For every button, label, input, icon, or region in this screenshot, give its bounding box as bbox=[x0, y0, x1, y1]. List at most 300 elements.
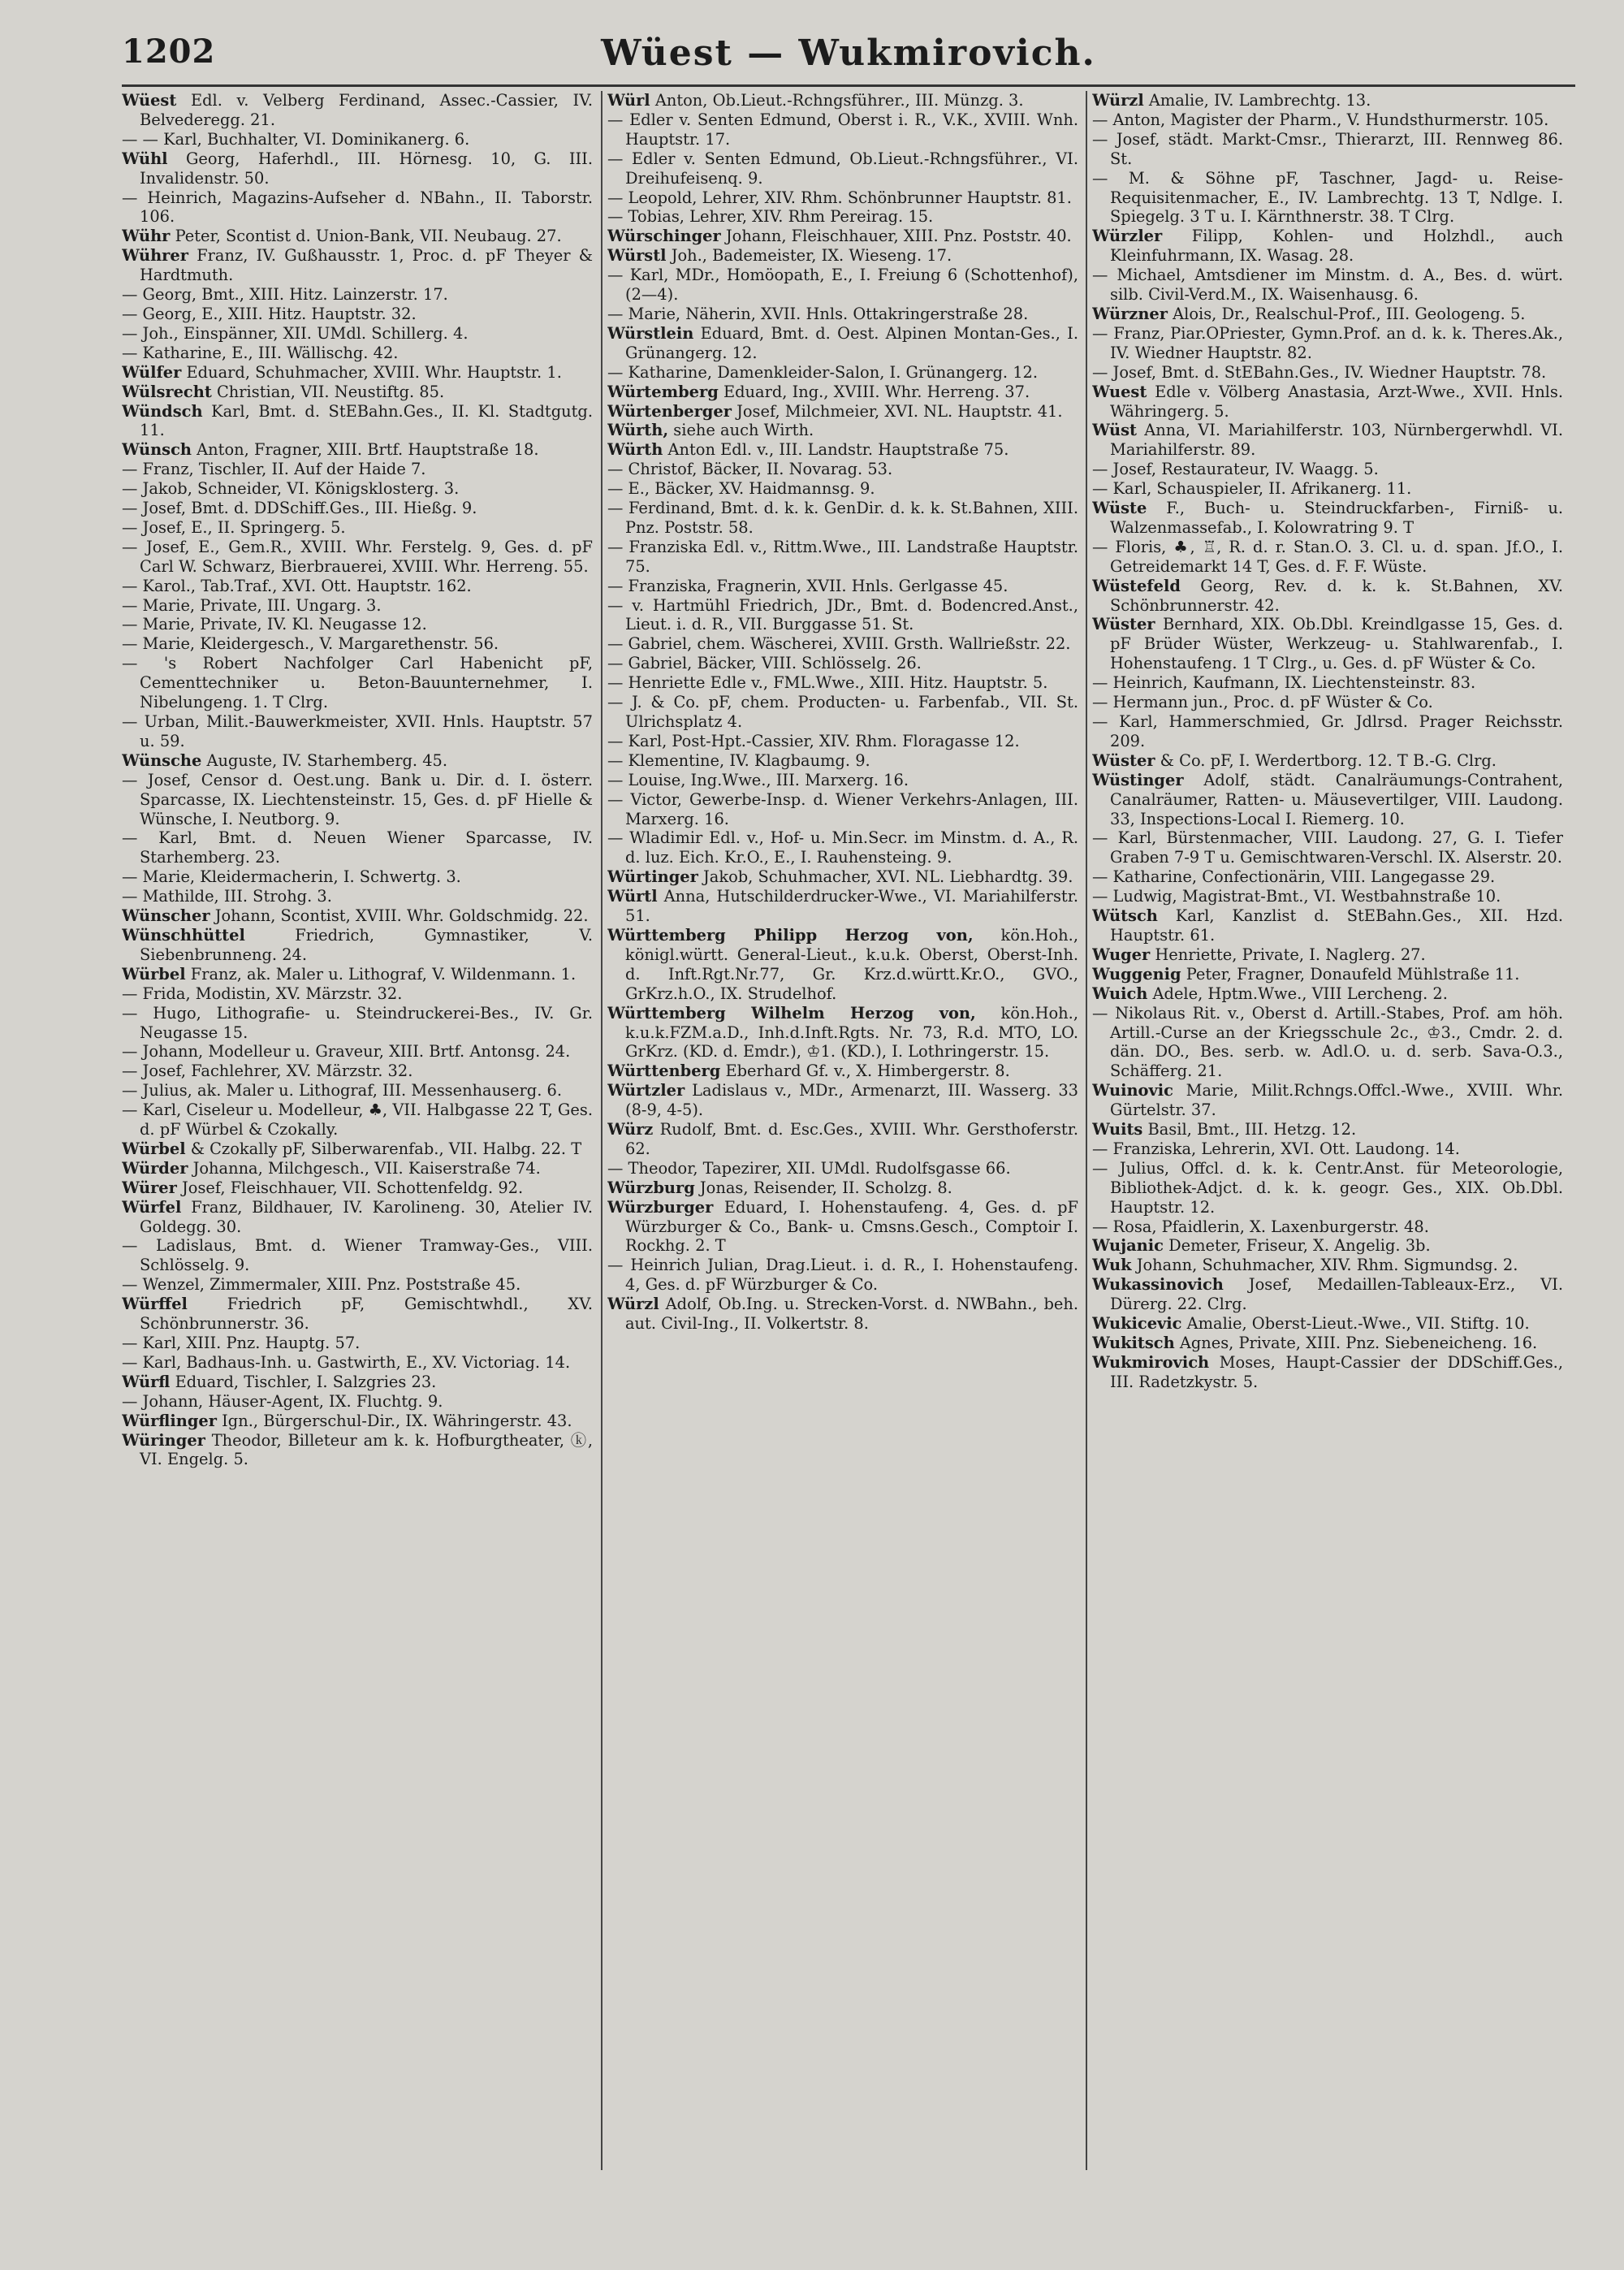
directory-entry bbox=[607, 207, 1078, 227]
entry-details: Moses, Haupt-Cassier der DDSchiff.Ges., III. Radetzkystr. 5. bbox=[1110, 1352, 1563, 1391]
entry-surname: Wüstinger bbox=[1092, 770, 1184, 789]
entry-surname: Württenberg bbox=[607, 1061, 721, 1081]
directory-entry bbox=[1092, 305, 1563, 324]
entry-surname: Würzl bbox=[1092, 91, 1144, 110]
entry-surname: Wündsch bbox=[122, 401, 203, 421]
directory-entry bbox=[122, 596, 593, 616]
entry-details: — Josef, Restaurateur, IV. Waagg. 5. bbox=[1092, 460, 1379, 479]
entry-details: Amalie, IV. Lambrechtg. 13. bbox=[1143, 91, 1371, 110]
entry-details: — Victor, Gewerbe-Insp. d. Wiener Verkehrs-Anlagen, III. Marxerg. 16. bbox=[607, 789, 1078, 828]
directory-entry bbox=[607, 110, 1078, 149]
entry-details: Anna, Hutschilderdrucker-Wwe., VI. Mariahilferstr. 51. bbox=[625, 887, 1078, 926]
entry-details: Eduard, I. Hohenstaufeng. 4, Ges. d. pF Würzburger & Co., Bank- u. Cmsns.Gesch., Comptoir I. Rockhg. 2. T bbox=[625, 1197, 1078, 1256]
entry-surname: Wukassinovich bbox=[1092, 1275, 1224, 1295]
directory-entry bbox=[607, 1159, 1078, 1178]
entry-details: — Mathilde, III. Strohg. 3. bbox=[122, 887, 332, 906]
entry-details: — Marie, Private, III. Ungarg. 3. bbox=[122, 595, 382, 615]
entry-details: — Leopold, Lehrer, XIV. Rhm. Schönbrunner Hauptstr. 81. bbox=[607, 188, 1072, 207]
directory-entry bbox=[607, 751, 1078, 771]
directory-entry bbox=[122, 188, 593, 227]
directory-entry bbox=[607, 1178, 1078, 1198]
entry-details: Friedrich pF, Gemischtwhdl., XV. Schönbrunnerstr. 36. bbox=[140, 1295, 593, 1334]
entry-details: Johanna, Milchgesch., VII. Kaiserstraße 74. bbox=[188, 1158, 541, 1178]
entry-details: — v. Hartmühl Friedrich, JDr., Bmt. d. Bodencred.Anst., Lieut. i. d. R., VII. Burggasse 51. St. bbox=[607, 595, 1078, 634]
entry-details: — Karl, Hammerschmied, Gr. Jdlrsd. Prager Reichsstr. 209. bbox=[1092, 712, 1563, 750]
directory-entry bbox=[122, 149, 593, 188]
entry-details: Georg, Haferhdl., III. Hörnesg. 10, G. III. Invalidenstr. 50. bbox=[140, 149, 593, 188]
entry-details: Christian, VII. Neustiftg. 85. bbox=[211, 382, 445, 401]
directory-entry bbox=[1092, 693, 1563, 712]
entry-details: — Ladislaus, Bmt. d. Wiener Tramway-Ges., VIII. Schlösselg. 9. bbox=[122, 1236, 593, 1275]
entry-details: — Franziska, Lehrerin, XVI. Ott. Laudong. 14. bbox=[1092, 1139, 1460, 1158]
entry-surname: Wütsch bbox=[1092, 906, 1158, 926]
entry-details: kön.Hoh., k.u.k.FZM.a.D., Inh.d.Inft.Rgts. Nr. 73, R.d. MTO, LO. GrKrz. (KD. d. Emdr.), ♔1. (KD.), I. Lothringerstr. 15. bbox=[625, 1003, 1078, 1061]
directory-entry bbox=[1092, 169, 1563, 227]
entry-surname: Wuits bbox=[1092, 1120, 1143, 1139]
directory-entry bbox=[122, 305, 593, 324]
entry-details: Eduard, Bmt. d. Oest. Alpinen Montan-Ges., I. Grünangerg. 12. bbox=[625, 323, 1078, 362]
entry-details: — Josef, E., II. Springerg. 5. bbox=[122, 517, 346, 537]
entry-details: — Karl, Bmt. d. Neuen Wiener Sparcasse, IV. Starhemberg. 23. bbox=[122, 828, 593, 867]
directory-entry bbox=[607, 887, 1078, 926]
entry-details: Bernhard, XIX. Ob.Dbl. Kreindlgasse 15, Ges. d. pF Brüder Wüster, Werkzeug- u. Stahlwarenfab., I. Hohenstaufeng. 1 T Clrg., u. Ges. d. pF Wüster & Co. bbox=[1110, 615, 1563, 673]
entry-details: — Marie, Kleidermacherin, I. Schwertg. 3. bbox=[122, 867, 461, 887]
entry-details: Theodor, Billeteur am k. k. Hofburgtheater, ⓚ, VI. Engelg. 5. bbox=[140, 1430, 593, 1469]
directory-entry bbox=[607, 1004, 1078, 1062]
directory-entry bbox=[122, 1178, 593, 1198]
entry-details: — Heinrich, Kaufmann, IX. Liechtensteinstr. 83. bbox=[1092, 673, 1476, 693]
directory-entry bbox=[607, 1081, 1078, 1120]
column-3 bbox=[1092, 91, 1563, 2235]
directory-entry bbox=[122, 828, 593, 867]
directory-entry bbox=[1092, 499, 1563, 538]
entry-details: Edl. v. Velberg Ferdinand, Assec.-Cassier, IV. Belvederegg. 21. bbox=[140, 91, 593, 129]
entry-details: — Julius, Offcl. d. k. k. Centr.Anst. für Meteorologie, Bibliothek-Adjct. d. k. k. geogr. Ges., XIX. Ob.Dbl. Hauptstr. 12. bbox=[1092, 1158, 1563, 1217]
entry-details: Adele, Hptm.Wwe., VIII Lercheng. 2. bbox=[1147, 984, 1448, 1003]
entry-details: Friedrich, Gymnastiker, V. Siebenbrunneng. 24. bbox=[140, 925, 593, 964]
directory-entry bbox=[122, 1412, 593, 1431]
directory-entry bbox=[1092, 479, 1563, 499]
entry-surname: Wuger bbox=[1092, 945, 1151, 964]
directory-entry bbox=[607, 654, 1078, 673]
directory-entry bbox=[122, 1275, 593, 1295]
entry-surname: Würer bbox=[122, 1178, 177, 1197]
entry-details: — Ludwig, Magistrat-Bmt., VI. Westbahnstraße 10. bbox=[1092, 887, 1501, 906]
directory-entry bbox=[1092, 867, 1563, 887]
entry-details: & Co. pF, I. Werdertborg. 12. T B.-G. Clrg. bbox=[1155, 750, 1497, 770]
directory-entry bbox=[1092, 1139, 1563, 1159]
entry-details: — Anton, Magister der Pharm., V. Hundsthurmerstr. 105. bbox=[1092, 110, 1549, 129]
entry-details: — Josef, E., Gem.R., XVIII. Whr. Ferstelg. 9, Ges. d. pF Carl W. Schwarz, Bierbrauerei, XVIII. Whr. Herreng. 55. bbox=[122, 537, 593, 576]
entry-details: — Henriette Edle v., FML.Wwe., XIII. Hitz. Hauptstr. 5. bbox=[607, 673, 1048, 693]
directory-entry bbox=[122, 634, 593, 654]
directory-entry bbox=[607, 91, 1078, 110]
entry-details: Henriette, Private, I. Naglerg. 27. bbox=[1150, 945, 1426, 964]
entry-surname: Württemberg Philipp Herzog von, bbox=[607, 925, 974, 945]
directory-entry bbox=[607, 363, 1078, 383]
entry-details: Ign., Bürgerschul-Dir., IX. Währingerstr. 43. bbox=[216, 1411, 572, 1430]
running-title: Wüest — Wukmirovich. bbox=[601, 32, 1096, 74]
directory-entry bbox=[1092, 266, 1563, 305]
directory-entry bbox=[607, 790, 1078, 829]
directory-entry bbox=[122, 751, 593, 771]
entry-details: Jonas, Reisender, II. Scholzg. 8. bbox=[694, 1178, 952, 1197]
entry-details: — Wladimir Edl. v., Hof- u. Min.Secr. im Minstm. d. A., R. d. luz. Eich. Kr.O., E., I. Rauhensteing. 9. bbox=[607, 828, 1078, 867]
entry-details: — J. & Co. pF, chem. Producten- u. Farbenfab., VII. St. Ulrichsplatz 4. bbox=[607, 693, 1078, 731]
directory-entry bbox=[607, 1120, 1078, 1159]
directory-entry bbox=[122, 285, 593, 305]
entry-details: Adolf, Ob.Ing. u. Strecken-Vorst. d. NWBahn., beh. aut. Civil-Ing., II. Volkertstr. 8. bbox=[625, 1295, 1078, 1334]
entry-surname: Würschinger bbox=[607, 227, 721, 246]
entry-surname: Würtenberger bbox=[607, 401, 732, 421]
entry-surname: Wukmirovich bbox=[1092, 1352, 1210, 1372]
entry-details: Agnes, Private, XIII. Pnz. Siebeneicheng. 16. bbox=[1174, 1334, 1538, 1352]
directory-entry bbox=[122, 1004, 593, 1043]
entry-details: — Katharine, Damenkleider-Salon, I. Grünangerg. 12. bbox=[607, 362, 1039, 382]
entry-details: Basil, Bmt., III. Hetzg. 12. bbox=[1142, 1120, 1357, 1139]
directory-entry bbox=[1092, 91, 1563, 110]
directory-entry bbox=[1092, 615, 1563, 673]
entry-surname: Wüst bbox=[1092, 421, 1137, 440]
entry-details: — Frida, Modistin, XV. Märzstr. 32. bbox=[122, 984, 403, 1003]
directory-entry bbox=[1092, 1275, 1563, 1314]
entry-details: siehe auch Wirth. bbox=[668, 421, 814, 440]
directory-entry bbox=[1092, 751, 1563, 771]
entry-details: — Heinrich, Magazins-Aufseher d. NBahn., II. Taborstr. 106. bbox=[122, 188, 593, 227]
entry-surname: Wünscher bbox=[122, 906, 210, 926]
entry-details: Eberhard Gf. v., X. Himbergerstr. 8. bbox=[720, 1061, 1010, 1081]
entry-surname: Würstl bbox=[607, 246, 667, 266]
entry-details: Jakob, Schuhmacher, XVI. NL. Liebhardtg. 39. bbox=[698, 867, 1073, 887]
entry-details: — Ferdinand, Bmt. d. k. k. GenDir. d. k. k. St.Bahnen, XIII. Pnz. Poststr. 58. bbox=[607, 499, 1078, 537]
directory-entry bbox=[122, 1100, 593, 1139]
directory-entry bbox=[607, 771, 1078, 790]
entry-details: — Katharine, Confectionärin, VIII. Langegasse 29. bbox=[1092, 867, 1496, 887]
directory-entry bbox=[607, 460, 1078, 479]
entry-details: — Michael, Amtsdiener im Minstm. d. A., Bes. d. würt. silb. Civil-Verd.M., IX. Waisenhausg. 6. bbox=[1092, 266, 1563, 305]
entry-surname: Würzl bbox=[607, 1295, 659, 1314]
entry-details: — Josef, Bmt. d. DDSchiff.Ges., III. Hießg. 9. bbox=[122, 499, 477, 518]
entry-surname: Wüste bbox=[1092, 499, 1147, 518]
entry-surname: Wülsrecht bbox=[122, 382, 212, 401]
entry-surname: Würbel bbox=[122, 1139, 186, 1158]
entry-details: — Floris, ♣, ♖, R. d. r. Stan.O. 3. Cl. u. d. span. Jf.O., I. Getreidemarkt 14 T, Ges. d. F. F. Wüste. bbox=[1092, 537, 1563, 576]
column-1 bbox=[122, 91, 593, 2235]
directory-entry bbox=[607, 577, 1078, 596]
entry-details: — Josef, städt. Markt-Cmsr., Thierarzt, III. Rennweg 86. St. bbox=[1092, 129, 1563, 168]
directory-entry bbox=[122, 1353, 593, 1373]
column-2 bbox=[607, 91, 1078, 2235]
entry-details: — Edler v. Senten Edmund, Oberst i. R., V.K., XVIII. Wnh. Hauptstr. 17. bbox=[607, 110, 1078, 149]
directory-entry bbox=[122, 440, 593, 460]
directory-entry bbox=[607, 673, 1078, 693]
directory-entry bbox=[607, 634, 1078, 654]
directory-entry bbox=[122, 771, 593, 829]
entry-details: — Franziska, Fragnerin, XVII. Hnls. Gerlgasse 45. bbox=[607, 576, 1009, 595]
entry-details: Karl, Bmt. d. StEBahn.Ges., II. Kl. Stadtgutg. 11. bbox=[140, 401, 593, 440]
directory-entry bbox=[607, 732, 1078, 751]
directory-entry bbox=[122, 1042, 593, 1061]
directory-entry bbox=[607, 1061, 1078, 1081]
entry-details: — Tobias, Lehrer, XIV. Rhm Pereirag. 15. bbox=[607, 207, 934, 227]
directory-entry bbox=[1092, 1217, 1563, 1237]
entry-details: — Julius, ak. Maler u. Lithograf, III. Messenhauserg. 6. bbox=[122, 1081, 563, 1100]
entry-surname: Wuk bbox=[1092, 1256, 1132, 1275]
directory-entry bbox=[122, 906, 593, 926]
directory-entry bbox=[607, 324, 1078, 363]
entry-surname: Württemberg Wilhelm Herzog von, bbox=[607, 1003, 976, 1023]
directory-entry bbox=[607, 538, 1078, 577]
entry-surname: Wünsche bbox=[122, 750, 202, 770]
directory-entry bbox=[122, 538, 593, 577]
header-rule bbox=[122, 84, 1575, 87]
entry-surname: Würtinger bbox=[607, 867, 698, 887]
directory-entry bbox=[122, 383, 593, 402]
entry-surname: Würfl bbox=[122, 1372, 171, 1391]
directory-entry bbox=[607, 828, 1078, 867]
directory-entry bbox=[122, 1081, 593, 1100]
directory-entry bbox=[1092, 828, 1563, 867]
entry-details: — Josef, Fachlehrer, XV. Märzstr. 32. bbox=[122, 1061, 413, 1081]
entry-details: — Marie, Private, IV. Kl. Neugasse 12. bbox=[122, 615, 427, 634]
entry-details: Peter, Fragner, Donaufeld Mühlstraße 11. bbox=[1181, 964, 1520, 984]
entry-details: Franz, ak. Maler u. Lithograf, V. Wildenmann. 1. bbox=[185, 964, 577, 984]
directory-entry bbox=[607, 499, 1078, 538]
entry-details: kön.Hoh., königl.württ. General-Lieut., k.u.k. Oberst, Oberst-Inh. d. Inft.Rgt.Nr.77, Gr. Krz.d.württ.Kr.O., GVO., GrKrz.h.O., IX. Strudelhof. bbox=[625, 925, 1078, 1003]
entry-details: — Karl, Bürstenmacher, VIII. Laudong. 27, G. I. Tiefer Graben 7-9 T u. Gemischtwaren-Verschl. IX. Alserstr. 20. bbox=[1092, 828, 1563, 867]
entry-details: — Marie, Kleidergesch., V. Margarethenstr. 56. bbox=[122, 634, 499, 654]
entry-details: — Klementine, IV. Klagbaumg. 9. bbox=[607, 750, 870, 770]
entry-surname: Würl bbox=[607, 91, 650, 110]
entry-details: — Rosa, Pfaidlerin, X. Laxenburgerstr. 48. bbox=[1092, 1217, 1429, 1236]
entry-details: Eduard, Ing., XVIII. Whr. Herreng. 37. bbox=[718, 382, 1030, 401]
directory-entry bbox=[607, 383, 1078, 402]
directory-entry bbox=[122, 324, 593, 344]
entry-details: — Karl, MDr., Homöopath, E., I. Freiung 6 (Schottenhof), (2—4). bbox=[607, 266, 1078, 305]
directory-entry bbox=[607, 227, 1078, 246]
directory-entry bbox=[607, 1198, 1078, 1256]
entry-details: Rudolf, Bmt. d. Esc.Ges., XVIII. Whr. Gersthoferstr. 62. bbox=[625, 1120, 1078, 1158]
entry-details: Karl, Kanzlist d. StEBahn.Ges., XII. Hzd. Hauptstr. 61. bbox=[1110, 906, 1563, 945]
entry-details: — Urban, Milit.-Bauwerkmeister, XVII. Hnls. Hauptstr. 57 u. 59. bbox=[122, 712, 593, 750]
directory-entry bbox=[122, 518, 593, 538]
entry-surname: Würfel bbox=[122, 1197, 182, 1217]
directory-entry bbox=[1092, 383, 1563, 422]
entry-surname: Wülfer bbox=[122, 362, 182, 382]
directory-entry bbox=[122, 712, 593, 751]
entry-details: Edle v. Völberg Anastasia, Arzt-Wwe., XVII. Hnls. Währingerg. 5. bbox=[1110, 382, 1563, 421]
entry-details: Eduard, Tischler, I. Salzgries 23. bbox=[170, 1372, 437, 1391]
entry-details: — Karl, Schauspieler, II. Afrikanerg. 11. bbox=[1092, 479, 1412, 499]
directory-entry bbox=[1092, 363, 1563, 383]
entry-surname: Würth, bbox=[607, 421, 669, 440]
entry-details: Eduard, Schuhmacher, XVIII. Whr. Hauptstr. 1. bbox=[181, 362, 562, 382]
entry-details: Franz, IV. Gußhausstr. 1, Proc. d. pF Theyer & Hardtmuth. bbox=[140, 246, 593, 285]
entry-details: Georg, Rev. d. k. k. St.Bahnen, XV. Schönbrunnerstr. 42. bbox=[1110, 576, 1563, 615]
entry-surname: Würtl bbox=[607, 887, 658, 906]
entry-details: — Karl, XIII. Pnz. Hauptg. 57. bbox=[122, 1334, 361, 1352]
directory-entry bbox=[1092, 460, 1563, 479]
directory-entry bbox=[1092, 887, 1563, 906]
entry-surname: Wüstefeld bbox=[1092, 576, 1181, 595]
entry-surname: Wuggenig bbox=[1092, 964, 1181, 984]
entry-details: — Nikolaus Rit. v., Oberst d. Artill.-Stabes, Prof. am höh. Artill.-Curse an der Kriegsschule 2c., ♔3., Cmdr. 2. d. dän. DO., Bes. serb. w. Adl.O. u. d. serb. Sava-O.3., Schäfferg. 21. bbox=[1092, 1003, 1563, 1081]
directory-entry bbox=[607, 867, 1078, 887]
directory-entry bbox=[1092, 673, 1563, 693]
directory-entry bbox=[122, 1373, 593, 1392]
directory-entry bbox=[1092, 1314, 1563, 1334]
entry-details: — Georg, Bmt., XIII. Hitz. Lainzerstr. 17. bbox=[122, 285, 448, 305]
entry-details: — Karl, Ciseleur u. Modelleur, ♣, VII. Halbgasse 22 T, Ges. d. pF Würbel & Czokally. bbox=[122, 1100, 593, 1139]
directory-entry bbox=[1092, 1120, 1563, 1139]
entry-details: Johann, Fleischhauer, XIII. Pnz. Poststr. 40. bbox=[720, 227, 1072, 246]
directory-entry bbox=[122, 615, 593, 634]
entry-details: — Franz, Piar.OPriester, Gymn.Prof. an d. k. k. Theres.Ak., IV. Wiedner Hauptstr. 82. bbox=[1092, 323, 1563, 362]
entry-surname: Würtemberg bbox=[607, 382, 719, 401]
directory-entry bbox=[1092, 712, 1563, 751]
entry-details: — 's Robert Nachfolger Carl Habenicht pF, Cementtechniker u. Beton-Bauunternehmer, I. Nibelungeng. 1. T Clrg. bbox=[122, 654, 593, 712]
entry-details: — E., Bäcker, XV. Haidmannsg. 9. bbox=[607, 479, 875, 499]
entry-details: Ladislaus v., MDr., Armenarzt, III. Wasserg. 33 (8-9, 4-5). bbox=[625, 1081, 1078, 1120]
directory-entry bbox=[122, 499, 593, 518]
entry-details: Amalie, Oberst-Lieut.-Wwe., VII. Stiftg. 10. bbox=[1181, 1314, 1530, 1334]
directory-entry bbox=[607, 149, 1078, 188]
directory-entry bbox=[607, 305, 1078, 324]
entry-details: Josef, Medaillen-Tableaux-Erz., VI. Dürerg. 22. Clrg. bbox=[1110, 1275, 1563, 1314]
directory-entry bbox=[122, 1334, 593, 1353]
directory-entry bbox=[1092, 1159, 1563, 1217]
entry-surname: Wühr bbox=[122, 227, 171, 246]
page-number: 1202 bbox=[122, 32, 216, 71]
entry-details: — Josef, Bmt. d. StEBahn.Ges., IV. Wiedner Hauptstr. 78. bbox=[1092, 362, 1547, 382]
entry-surname: Wukicevic bbox=[1092, 1314, 1182, 1334]
directory-entry bbox=[607, 1256, 1078, 1295]
directory-entry bbox=[122, 91, 593, 130]
entry-surname: Wukitsch bbox=[1092, 1334, 1175, 1352]
entry-details: — Hermann jun., Proc. d. pF Wüster & Co. bbox=[1092, 693, 1433, 712]
entry-details: Joh., Bademeister, IX. Wieseng. 17. bbox=[666, 246, 952, 266]
entry-details: Demeter, Friseur, X. Angelig. 3b. bbox=[1163, 1236, 1431, 1256]
entry-details: — Hugo, Lithografie- u. Steindruckerei-Bes., IV. Gr. Neugasse 15. bbox=[122, 1003, 593, 1042]
entry-surname: Wührer bbox=[122, 246, 188, 266]
directory-entry bbox=[607, 479, 1078, 499]
directory-entry bbox=[1092, 1004, 1563, 1082]
entry-details: — Karl, Badhaus-Inh. u. Gastwirth, E., XV. Victoriag. 14. bbox=[122, 1352, 571, 1372]
column-divider bbox=[601, 91, 603, 2170]
entry-details: — Marie, Näherin, XVII. Hnls. Ottakringerstraße 28. bbox=[607, 304, 1029, 323]
directory-entry bbox=[122, 1392, 593, 1412]
entry-details: Anton, Fragner, XIII. Brtf. Hauptstraße 18. bbox=[192, 440, 539, 460]
entry-details: Josef, Fleischhauer, VII. Schottenfeldg. 92. bbox=[176, 1178, 524, 1197]
entry-surname: Wüest bbox=[122, 91, 177, 110]
directory-entry bbox=[122, 363, 593, 383]
directory-entry bbox=[122, 577, 593, 596]
entry-details: — Gabriel, chem. Wäscherei, XVIII. Grsth. Wallrießstr. 22. bbox=[607, 634, 1071, 654]
directory-entry bbox=[122, 926, 593, 965]
directory-entry bbox=[122, 965, 593, 984]
entry-details: Johann, Scontist, XVIII. Whr. Goldschmidg. 22. bbox=[209, 906, 589, 926]
entry-surname: Wuinovic bbox=[1092, 1081, 1173, 1100]
directory-entry bbox=[122, 867, 593, 887]
entry-details: — Karl, Post-Hpt.-Cassier, XIV. Rhm. Floragasse 12. bbox=[607, 731, 1020, 750]
column-divider bbox=[1086, 91, 1087, 2170]
directory-entry bbox=[1092, 984, 1563, 1004]
directory-entry bbox=[607, 421, 1078, 440]
directory-entry bbox=[122, 1061, 593, 1081]
entry-details: — Edler v. Senten Edmund, Ob.Lieut.-Rchngsführer., VI. Dreihufeisenq. 9. bbox=[607, 149, 1078, 188]
directory-entry bbox=[122, 984, 593, 1004]
entry-details: — Josef, Censor d. Oest.ung. Bank u. Dir. d. I. österr. Sparcasse, IX. Liechtensteinstr. 15, Ges. d. pF Hielle & Wünsche, I. Neutborg. 9. bbox=[122, 770, 593, 828]
directory-entry bbox=[1092, 906, 1563, 945]
entry-surname: Würstlein bbox=[607, 323, 694, 343]
entry-details: — Heinrich Julian, Drag.Lieut. i. d. R., I. Hohenstaufeng. 4, Ges. d. pF Würzburger & Co. bbox=[607, 1256, 1078, 1295]
entry-details: — Wenzel, Zimmermaler, XIII. Pnz. Poststraße 45. bbox=[122, 1275, 521, 1295]
directory-entry bbox=[607, 1295, 1078, 1334]
directory-entry bbox=[1092, 1081, 1563, 1120]
entry-details: — M. & Söhne pF, Taschner, Jagd- u. Reise-Requisitenmacher, E., IV. Lambrechtg. 13 T, Ndlge. I. Spiegelg. 3 T u. I. Kärnthnerstr. 38. T Clrg. bbox=[1092, 168, 1563, 227]
entry-surname: Würzler bbox=[1092, 227, 1163, 246]
directory-entry bbox=[122, 130, 593, 149]
directory-entry bbox=[122, 1236, 593, 1275]
entry-details: — Johann, Modelleur u. Graveur, XIII. Brtf. Antonsg. 24. bbox=[122, 1042, 571, 1061]
entry-surname: Wünsch bbox=[122, 440, 192, 460]
entry-details: — Franziska Edl. v., Rittm.Wwe., III. Landstraße Hauptstr. 75. bbox=[607, 537, 1078, 576]
entry-details: — Johann, Häuser-Agent, IX. Fluchtg. 9. bbox=[122, 1391, 443, 1411]
entry-surname: Wuich bbox=[1092, 984, 1148, 1003]
directory-entry bbox=[122, 1139, 593, 1159]
entry-surname: Würzner bbox=[1092, 304, 1168, 323]
directory-entry bbox=[1092, 1334, 1563, 1353]
entry-details: — Louise, Ing.Wwe., III. Marxerg. 16. bbox=[607, 770, 909, 789]
entry-details: Anna, VI. Mariahilferstr. 103, Nürnbergerwhdl. VI. Mariahilferstr. 89. bbox=[1110, 421, 1563, 460]
entry-surname: Würbel bbox=[122, 964, 186, 984]
directory-entry bbox=[607, 440, 1078, 460]
entry-details: Anton, Ob.Lieut.-Rchngsführer., III. Münzg. 3. bbox=[650, 91, 1024, 110]
directory-entry bbox=[122, 1198, 593, 1237]
directory-entry bbox=[122, 654, 593, 712]
entry-surname: Wünschhüttel bbox=[122, 925, 245, 945]
directory-entry bbox=[1092, 110, 1563, 130]
entry-surname: Wuest bbox=[1092, 382, 1147, 401]
entry-details: Anton Edl. v., III. Landstr. Hauptstraße 75. bbox=[663, 440, 1009, 460]
entry-surname: Würder bbox=[122, 1158, 188, 1178]
directory-entry bbox=[607, 246, 1078, 266]
entry-details: Peter, Scontist d. Union-Bank, VII. Neubaug. 27. bbox=[170, 227, 562, 246]
entry-details: — Gabriel, Bäcker, VIII. Schlösselg. 26. bbox=[607, 654, 922, 673]
directory-entry bbox=[1092, 771, 1563, 829]
directory-entry bbox=[122, 479, 593, 499]
entry-details: — — Karl, Buchhalter, VI. Dominikanerg. 6. bbox=[122, 129, 470, 149]
directory-entry bbox=[1092, 324, 1563, 363]
directory-entry bbox=[122, 344, 593, 363]
entry-details: Alois, Dr., Realschul-Prof., III. Geologeng. 5. bbox=[1167, 304, 1526, 323]
entry-surname: Würtzler bbox=[607, 1081, 685, 1100]
directory-entry bbox=[122, 460, 593, 479]
entry-details: — Karol., Tab.Traf., XVI. Ott. Hauptstr. 162. bbox=[122, 576, 472, 595]
entry-details: — Franz, Tischler, II. Auf der Haide 7. bbox=[122, 460, 426, 479]
entry-surname: Würinger bbox=[122, 1430, 205, 1450]
entry-details: Marie, Milit.Rchngs.Offcl.-Wwe., XVIII. Whr. Gürtelstr. 37. bbox=[1110, 1081, 1563, 1120]
directory-entry bbox=[122, 246, 593, 285]
entry-details: Adolf, städt. Canalräumungs-Contrahent, Canalräumer, Ratten- u. Mäusevertilger, VIII. Laudong. 33, Inspections-Local I. Riemerg. 10. bbox=[1110, 770, 1563, 828]
directory-entry bbox=[1092, 227, 1563, 266]
page-header bbox=[122, 32, 1575, 81]
directory-entry bbox=[607, 596, 1078, 635]
directory-entry bbox=[1092, 1236, 1563, 1256]
entry-details: Josef, Milchmeier, XVI. NL. Hauptstr. 41. bbox=[731, 401, 1063, 421]
entry-details: Filipp, Kohlen- und Holzhdl., auch Kleinfuhrmann, IX. Wasag. 28. bbox=[1110, 227, 1563, 266]
entry-details: — Jakob, Schneider, VI. Königsklosterg. 3. bbox=[122, 479, 460, 499]
